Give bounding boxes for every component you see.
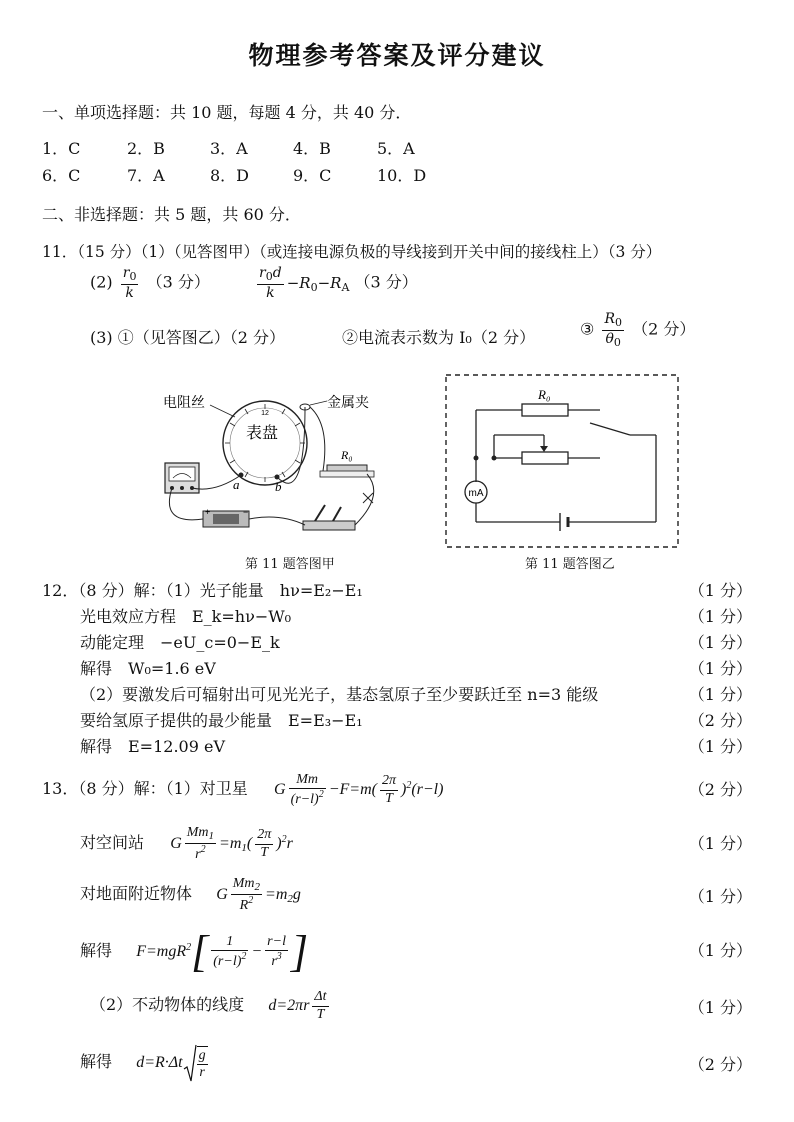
- mc-answer: 2．B: [127, 139, 165, 158]
- q11-p3c-prefix: ③: [580, 319, 595, 339]
- section2-heading: 二、非选择题：共 5 题，共 60 分．: [42, 205, 301, 224]
- q12-row: 动能定理 −eU_c=0−E_k: [80, 633, 280, 652]
- q13-r3-label: 对地面附近物体: [80, 884, 193, 903]
- svg-text:+: +: [205, 507, 211, 517]
- section1-heading: 一、单项选择题：共 10 题，每题 4 分，共 40 分．: [42, 103, 412, 122]
- formula-ground: G $\frac{Mm_2}{R^2}$ $=m_2g$: [216, 875, 301, 914]
- q13-score: （2 分）: [688, 780, 752, 799]
- mc-answer: 8．D: [210, 166, 250, 185]
- circuit-figure-b: [442, 372, 682, 550]
- q13-score: （2 分）: [688, 1055, 752, 1074]
- formula-station: G $\frac{Mm_1}{r^2}$ $=m_1$( $\frac{2\pi}{T}$ )$^2$r: [170, 824, 293, 863]
- q12-row: 解得 W₀=1.6 eV: [80, 659, 216, 678]
- wire-label: 电阻丝: [163, 395, 205, 411]
- q12-score: （1 分）: [688, 633, 752, 652]
- q12-score: （1 分）: [688, 659, 752, 678]
- q11-part3b: ②电流表示数为 I₀（2 分）: [342, 328, 536, 347]
- q11-part1: 11．（15 分）（1）（见答图甲）（或连接电源负极的导线接到开关中间的接线柱上）（3 分）: [42, 243, 662, 261]
- q13-score: （1 分）: [688, 887, 752, 906]
- mc-answer: 3．A: [210, 139, 248, 158]
- q11-part3a: (3) ①（见答图乙）（2 分）: [90, 328, 286, 347]
- formula-F-result: F=mgR$^2$[ $\frac{1}{(r-l)^2}$ − $\frac{r-l}{r^3}$ ]: [136, 927, 309, 977]
- mc-answer: 9．C: [293, 166, 332, 185]
- q12-row: 要给氢原子提供的最少能量 E=E₃−E₁: [80, 711, 363, 730]
- q11-p2-expr: $-R_0-R_A$: [286, 273, 350, 294]
- q13-row3: [80, 874, 301, 919]
- mc-answer: 10．D: [377, 166, 427, 185]
- q13-row6: [80, 1040, 211, 1085]
- q12-row: 12．（8 分）解：（1）光子能量 hν=E₂−E₁: [42, 581, 363, 600]
- q13-score: （1 分）: [688, 941, 752, 960]
- q11-p2-score1: （3 分）: [146, 272, 210, 292]
- formula-d-linear: d=2πr $\frac{\Delta t}{T}$: [268, 989, 327, 1022]
- q13-row1: [42, 766, 443, 810]
- page-title: 物理参考答案及评分建议: [248, 41, 546, 70]
- fraction-R0-over-theta0: $\frac{R_0}{\theta_0}$: [604, 311, 622, 349]
- mc-answer: 5．A: [377, 139, 415, 158]
- q11-p3c-score: （2 分）: [632, 319, 696, 339]
- q13-r5-label: （2）不动物体的线度: [90, 995, 245, 1014]
- mc-answer: 1．C: [42, 139, 81, 158]
- fraction-r0-over-k: $\frac{r_0}{k}$: [122, 265, 137, 301]
- figure-a-caption: 第 11 题答图甲: [245, 557, 335, 572]
- q13-r1-label: 13．（8 分）解：（1）对卫星: [42, 779, 248, 798]
- q13-row5: [90, 985, 332, 1026]
- milliammeter-label: mA: [468, 488, 484, 499]
- q13-row4: [80, 922, 308, 978]
- terminal-b-label: b: [275, 479, 282, 494]
- sqrt-sign: [183, 1043, 197, 1083]
- dial-label: 表盘: [246, 423, 279, 442]
- terminal-a-label: a: [233, 477, 240, 492]
- q12-row: 光电效应方程 E_k=hν−W₀: [80, 607, 292, 626]
- q12-row: （2）要激发后可辐射出可见光光子，基态氢原子至少要跃迁至 n=3 能级: [80, 685, 599, 704]
- svg-text:12: 12: [261, 410, 269, 417]
- q12-row: 解得 E=12.09 eV: [80, 737, 226, 756]
- q12-score: （1 分）: [688, 685, 752, 704]
- r0-label: R₀: [341, 448, 353, 462]
- mc-answer: 6．C: [42, 166, 81, 185]
- q11-p2-label: (2): [90, 272, 113, 292]
- figure-b-caption: 第 11 题答图乙: [525, 557, 615, 572]
- q12-score: （1 分）: [688, 581, 752, 600]
- mc-answer: 7．A: [127, 166, 165, 185]
- clip-label: 金属夹: [327, 395, 369, 411]
- q11-part3c: [580, 312, 695, 348]
- q11-part2: [90, 266, 418, 300]
- q13-score: （1 分）: [688, 834, 752, 853]
- mc-answer: 4．B: [293, 139, 331, 158]
- q12-score: （1 分）: [688, 607, 752, 626]
- q13-score: （1 分）: [688, 998, 752, 1017]
- q11-p2-score2: （3 分）: [354, 272, 418, 292]
- fraction-r0d-over-k: $\frac{r_0d}{k}$: [259, 265, 282, 301]
- formula-d-result: d=R·Δt $\frac{g}{r}$: [136, 1054, 210, 1071]
- circuit-figure-a: [155, 385, 395, 550]
- q13-r4-label: 解得: [80, 941, 113, 960]
- q13-row2: [80, 820, 293, 868]
- q12-score: （2 分）: [688, 711, 752, 730]
- q13-r6-label: 解得: [80, 1052, 113, 1071]
- svg-text:−: −: [243, 507, 249, 517]
- q13-r2-label: 对空间站: [80, 833, 145, 852]
- formula-satellite: G $\frac{Mm}{(r-l)^2}$ −F=m( $\frac{2\pi}{T}$ )$^2$(r−l): [274, 771, 444, 808]
- r0-label-b: R₀: [538, 387, 551, 402]
- q12-score: （1 分）: [688, 737, 752, 756]
